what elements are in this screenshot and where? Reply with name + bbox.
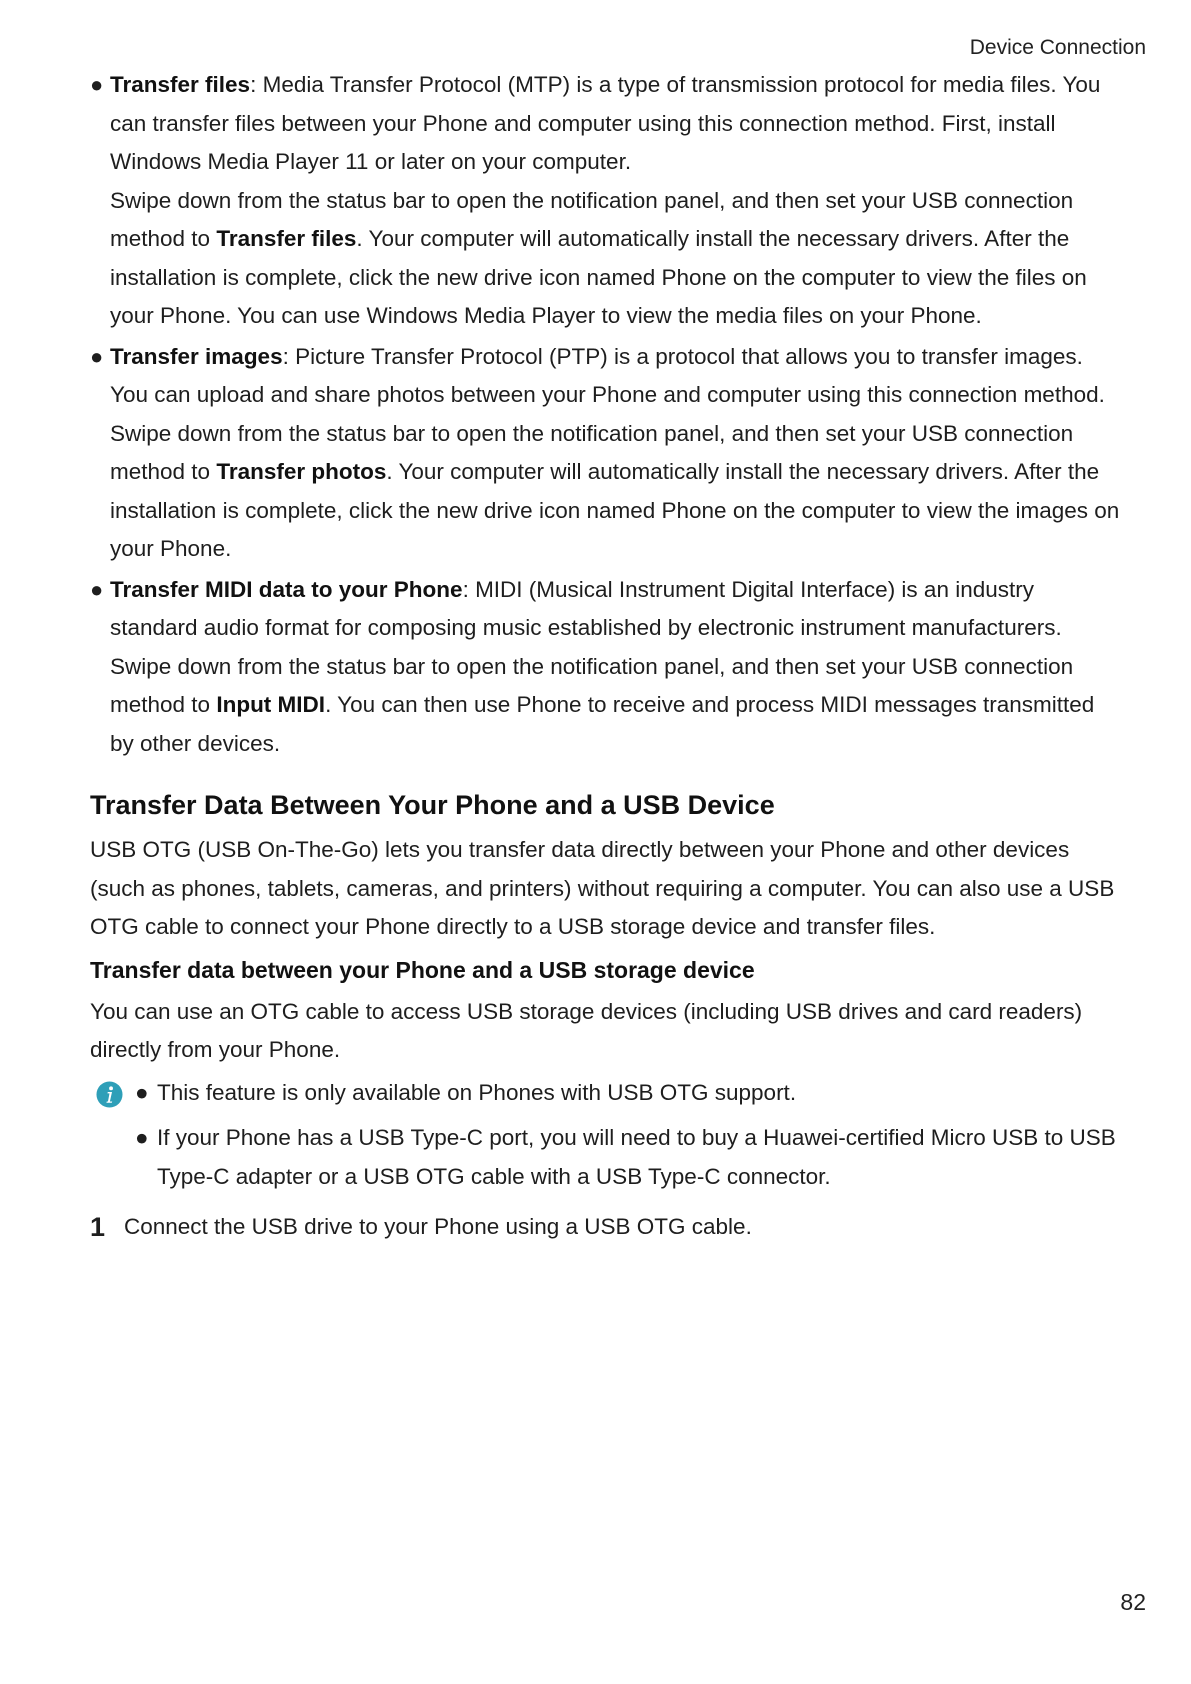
note-item	[135, 1074, 1120, 1113]
bullet-detail	[110, 415, 1120, 569]
subsection-title: Transfer data between your Phone and a USB storage device	[90, 956, 755, 983]
detail-text: Swipe down from the status bar to open the notification panel, and then set your USB connection method to	[110, 187, 1074, 251]
subsection-intro: You can use an OTG cable to access USB storage devices (including USB drives and card readers) directly from your Phone.	[90, 998, 1083, 1062]
detail-text: Swipe down from the status bar to open the notification panel, and then set your USB connection method to	[110, 653, 1074, 717]
section-title: Transfer Data Between Your Phone and a USB Device	[90, 790, 775, 820]
bullet-paragraph	[110, 571, 1120, 648]
bullet-term: Transfer MIDI data to your Phone	[110, 576, 463, 602]
detail-term: Transfer photos	[216, 459, 387, 484]
bullet-transfer-files	[90, 66, 1120, 336]
step-text: Connect the USB drive to your Phone using a USB OTG cable.	[124, 1214, 752, 1239]
step-item	[90, 1208, 1120, 1247]
detail-text: . You can then use Phone to receive and process MIDI messages transmitted by other devices.	[110, 692, 1095, 756]
note-text: This feature is only available on Phones with USB OTG support.	[157, 1079, 797, 1105]
bullet-dot: ●	[90, 576, 104, 602]
bullet-transfer-midi	[90, 571, 1120, 764]
bullet-description: : Picture Transfer Protocol (PTP) is a protocol that allows you to transfer images. You can upload and share photos between your Phone and computer using this connection method.	[110, 343, 1105, 407]
bullet-term: Transfer images	[110, 343, 283, 369]
bullet-detail	[110, 648, 1120, 764]
bullet-dot: ●	[135, 1079, 149, 1105]
bullet-paragraph	[110, 66, 1120, 182]
detail-term: Input MIDI	[216, 692, 326, 717]
detail-text: . Your computer will automatically install the necessary drivers. After the installation is complete, click the new drive icon named Phone on the computer to view the images on your Phone.	[110, 459, 1120, 561]
note-box	[90, 1074, 1120, 1197]
bullet-detail	[110, 182, 1120, 336]
note-text: If your Phone has a USB Type-C port, you will need to buy a Huawei-certified Micro USB to USB Type-C adapter or a USB OTG cable with a USB Type-C connector.	[157, 1125, 1116, 1189]
page-number: 82	[1120, 1589, 1146, 1615]
detail-text: Swipe down from the status bar to open the notification panel, and then set your USB connection method to	[110, 420, 1074, 484]
bullet-description: : Media Transfer Protocol (MTP) is a type of transmission protocol for media files. You can transfer files between your Phone and computer using this connection method. First, install Windows Media Player 11 or later on your computer.	[110, 72, 1101, 174]
page-content	[90, 66, 1120, 1247]
bullet-dot: ●	[135, 1125, 149, 1150]
step-number: 1	[90, 1212, 106, 1242]
detail-term: Transfer files	[216, 226, 357, 251]
detail-text: . Your computer will automatically install the necessary drivers. After the installation is complete, click the new drive icon named Phone on the computer to view the files on your Phone. You can use Windows Media Player to view the media files on your Phone.	[110, 226, 1087, 328]
bullet-transfer-images	[90, 338, 1120, 569]
bullet-paragraph	[110, 338, 1120, 415]
section-intro: USB OTG (USB On-The-Go) lets you transfer data directly between your Phone and other devices (such as phones, tablets, cameras, and printers) without requiring a computer. You can also use a USB OTG cable to connect your Phone directly to a USB storage device and transfer files.	[90, 837, 1115, 939]
info-icon	[96, 1081, 123, 1108]
bullet-dot: ●	[90, 343, 104, 369]
bullet-term: Transfer files	[110, 72, 251, 97]
bullet-description: : MIDI (Musical Instrument Digital Interface) is an industry standard audio format for composing music established by electronic instrument manufacturers.	[110, 576, 1062, 640]
bullet-dot: ●	[90, 72, 104, 97]
running-header: Device Connection	[969, 36, 1146, 59]
note-item	[135, 1119, 1120, 1196]
